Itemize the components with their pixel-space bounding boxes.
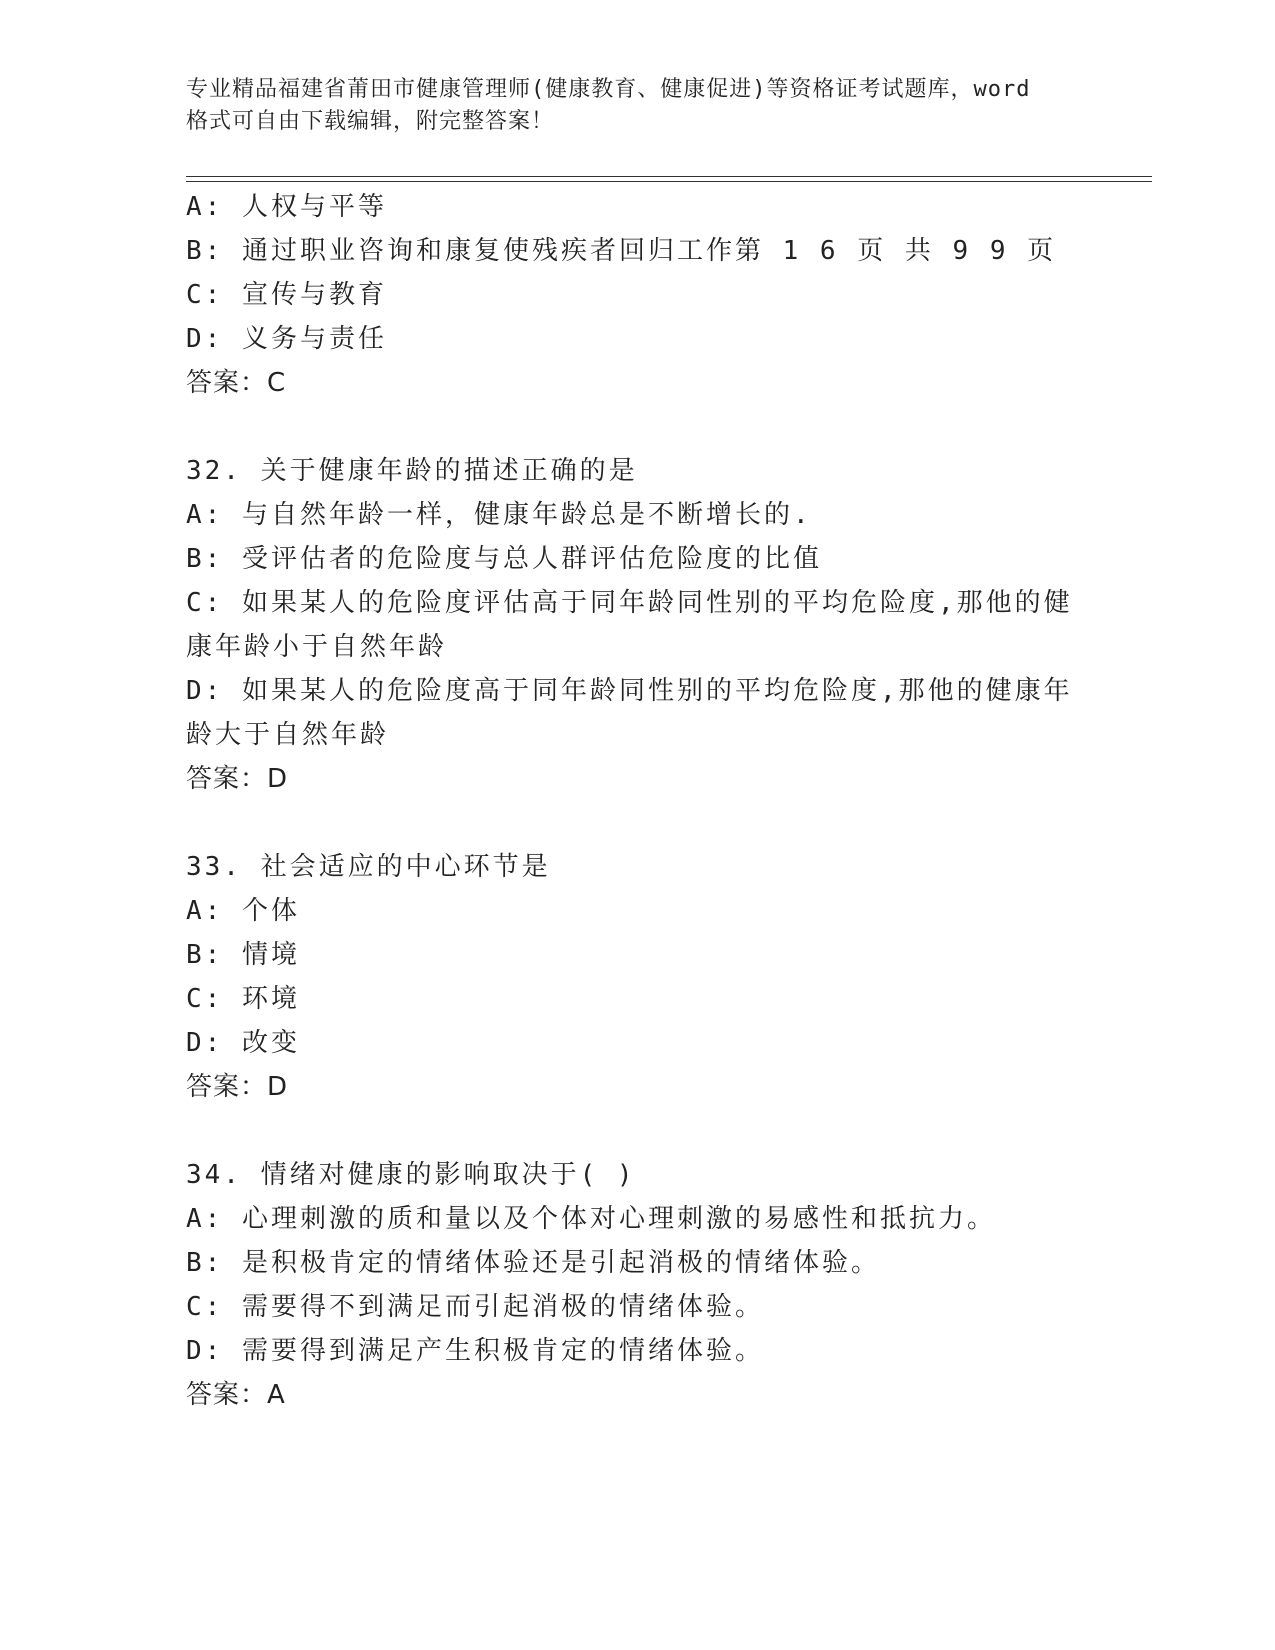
- q32-option-d-line-1: D: 如果某人的危险度高于同年龄同性别的平均危险度,那他的健康年: [186, 676, 1073, 706]
- q33-option-b: B: 情境: [186, 940, 300, 970]
- q34-option-c: C: 需要得不到满足而引起消极的情绪体验。: [186, 1292, 764, 1322]
- q31-option-a: A: 人权与平等: [186, 192, 387, 222]
- q34-option-d: D: 需要得到满足产生积极肯定的情绪体验。: [186, 1336, 764, 1366]
- document-header: [186, 74, 1086, 138]
- q32-option-d-line-2: 龄大于自然年龄: [186, 720, 390, 750]
- q32-option-c-line-2: 康年龄小于自然年龄: [186, 632, 448, 662]
- q32-option-c-line-1: C: 如果某人的危险度评估高于同年龄同性别的平均危险度,那他的健: [186, 588, 1073, 618]
- q31-option-c: C: 宣传与教育: [186, 280, 387, 310]
- q33-option-a: A: 个体: [186, 896, 300, 926]
- header-line-1: 专业精品福建省莆田市健康管理师(健康教育、健康促进)等资格证考试题库，word: [186, 77, 1031, 102]
- header-divider-top: [186, 176, 1152, 177]
- header-line-2: 格式可自由下载编辑，附完整答案！: [186, 109, 555, 134]
- q32-option-a: A: 与自然年龄一样，健康年龄总是不断增长的.: [186, 500, 812, 530]
- q33-option-c: C: 环境: [186, 984, 300, 1014]
- q31-answer: 答案：C: [186, 368, 287, 398]
- q33-question: 33. 社会适应的中心环节是: [186, 852, 551, 882]
- q34-answer: 答案：A: [186, 1380, 286, 1410]
- q32-answer: 答案：D: [186, 764, 289, 794]
- q34-option-a: A: 心理刺激的质和量以及个体对心理刺激的易感性和抵抗力。: [186, 1204, 996, 1234]
- q32-option-b: B: 受评估者的危险度与总人群评估危险度的比值: [186, 544, 822, 574]
- header-divider-bottom: [186, 181, 1152, 182]
- q34-question: 34. 情绪对健康的影响取决于( ): [186, 1160, 636, 1190]
- q33-option-d: D: 改变: [186, 1028, 300, 1058]
- q32-question: 32. 关于健康年龄的描述正确的是: [186, 456, 638, 486]
- q33-answer: 答案：D: [186, 1072, 289, 1102]
- q34-option-b: B: 是积极肯定的情绪体验还是引起消极的情绪体验。: [186, 1248, 880, 1278]
- q31-option-b: B: 通过职业咨询和康复使残疾者回归工作第 1 6 页 共 9 9 页: [186, 236, 1057, 266]
- q31-option-d: D: 义务与责任: [186, 324, 387, 354]
